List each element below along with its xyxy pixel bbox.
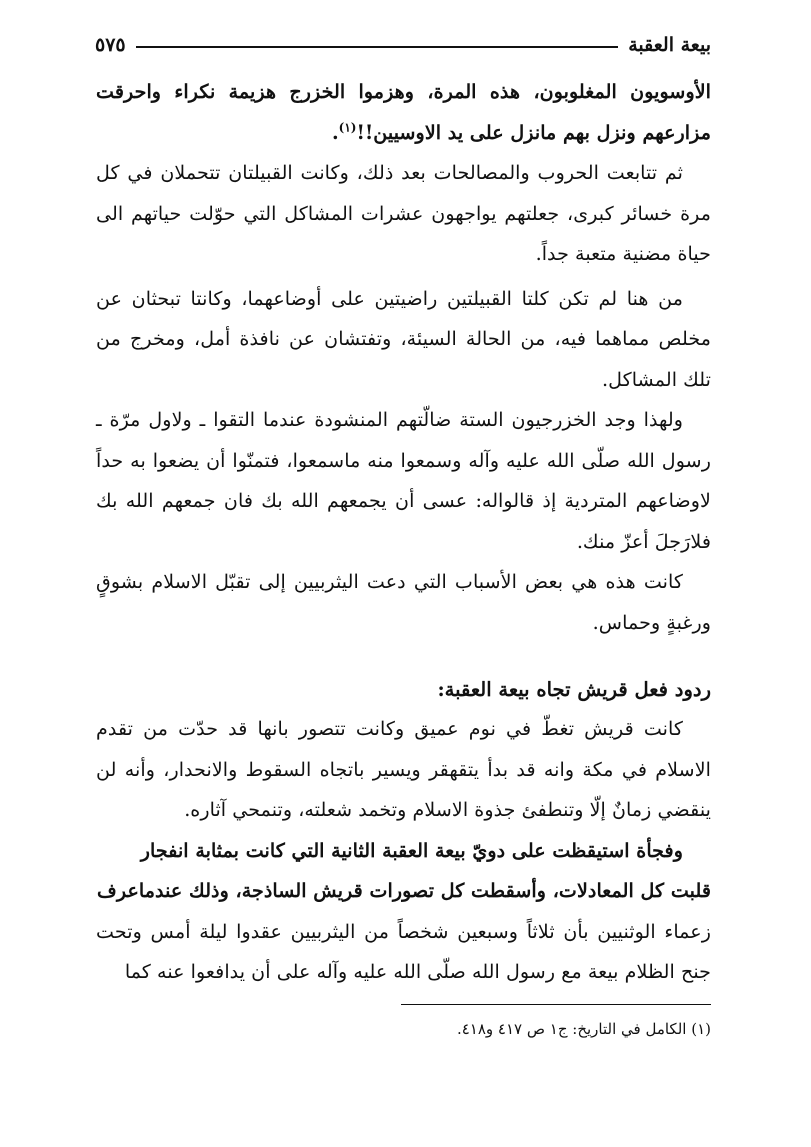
page-number: ٥٧٥ [95,34,126,56]
paragraph-6: كانت قريش تغطّ في نوم عميق وكانت تتصور بانها قد حدّت من تقدم الاسلام في مكة وانه قد بدأ يتقهقر ويسير باتجاه السقوط والانحدار، وأنه لن ينقضي زمانٌ إلّا وتنطفئ جذوة الاسلام وتخمد شعلته، وتنمحي آثاره. [96,717,711,821]
paragraph-7-rest: زعماء الوثنيين بأن ثلاثاً وسبعين شخصاً من اليثربيين عقدوا ليلة أمس وتحت جنح الظلام بيعة مع رسول الله صلّى الله عليه وآله على أن يدافعوا عنه كما [96,919,711,983]
running-header [95,30,711,60]
footnote-rule [401,1004,711,1005]
header-rule [136,46,619,48]
paragraph-1: الأوسويون المغلوبون، هذه المرة، وهزموا الخزرج هزيمة نكراء واحرقت مزارعهم ونزل بهم مانزل على يد الاوسيين!!$^{(١)}$. [96,80,711,144]
paragraph-3: من هنا لم تكن كلتا القبيلتين راضيتين على أوضاعهما، وكانتا تبحثان عن مخلص مماهما فيه، من الحالة السيئة، وتفتشان عن نافذة أمل، ومخرج من تلك المشاكل. [96,286,711,391]
section-heading: ردود فعل قريش تجاه بيعة العقبة: [437,678,711,701]
footnote-marker: (١) [338,120,357,135]
running-title: بيعة العقبة [628,34,711,56]
paragraph-7-line-2: قلبت كل المعادلات، وأسقطت كل تصورات قريش الساذجة، وذلك عندماعرف [96,879,711,902]
paragraph-4: ولهذا وجد الخزرجيون الستة ضالّتهم المنشودة عندما التقوا ـ ولاول مرّة ـ رسول الله صلّى الله عليه وآله وسمعوا منه ماسمعوا، فتمنّوا أن يضعوا به حداً لاوضاعهم المتردية إذ قالواله: عسى أن يجمعهم الله بك فان جمعهم الله بك فلارَجلَ أعزّ منك. [96,408,711,553]
body-text [96,72,711,993]
paragraph-5: كانت هذه هي بعض الأسباب التي دعت اليثربيين إلى تقبّل الاسلام بشوقٍ ورغبةٍ وحماس. [96,570,711,634]
paragraph-7-line-1: وفجأة استيقظت على دويّ بيعة العقبة الثانية التي كانت بمثابة انفجار [140,838,683,862]
footnote: (١) الكامل في التاريخ: ج١ ص ٤١٧ و٤١٨. [456,1020,711,1038]
paragraph-2: ثم تتابعت الحروب والمصالحات بعد ذلك، وكانت القبيلتان تتحملان في كل مرة خسائر كبرى، جعلتهم يواجهون عشرات المشاكل التي حوّلت حياتهم الى حياة مضنية متعبة جداً. [96,161,711,265]
